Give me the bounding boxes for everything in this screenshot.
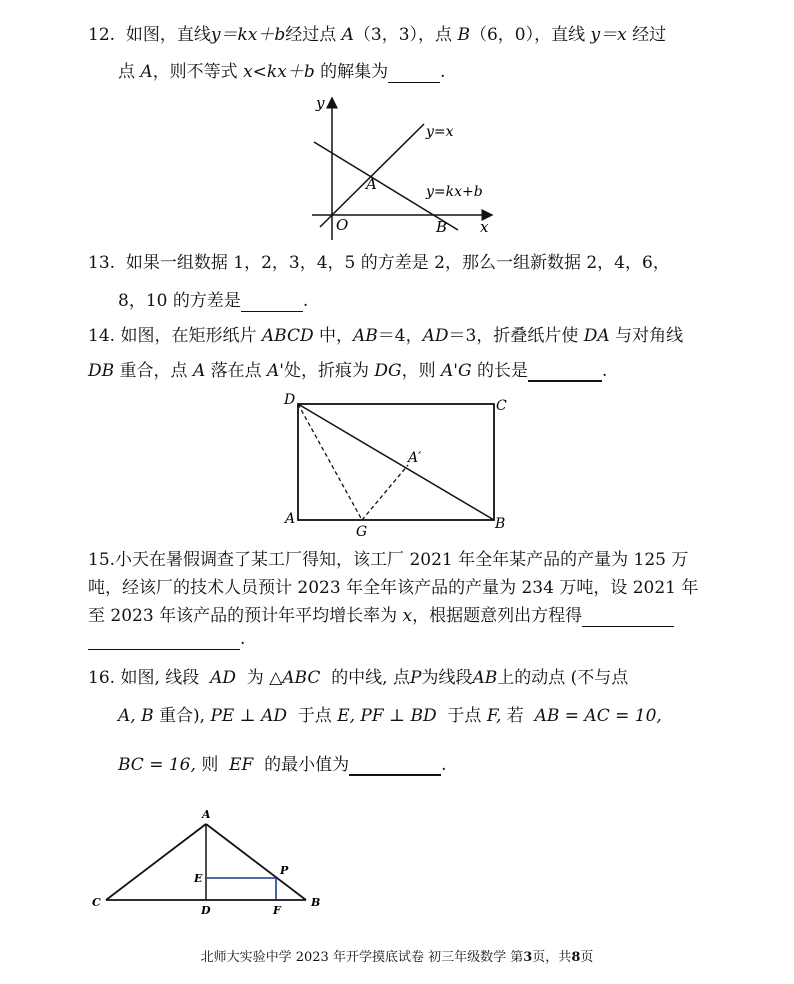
q15-line3: 至 2023 年该产品的预计年平均增长率为 x，根据题意列出方程得 [88, 605, 674, 627]
q12-answer-blank[interactable] [388, 64, 440, 83]
q12-label-O: O [336, 216, 349, 234]
q16-line3: BC = 16, 则 EF 的最小值为 . [118, 755, 447, 775]
q16-label-A: A [202, 808, 211, 821]
q13-line1: 13. 如果一组数据 1，2，3，4，5 的方差是 2，那么一组新数据 2，4，6， [88, 253, 670, 273]
q12-label-B: B [436, 218, 448, 236]
q12-label-A: A [366, 175, 377, 193]
q16-figure [88, 804, 328, 916]
q13-answer-blank[interactable] [241, 293, 303, 312]
q16-line1: 16. 如图, 线段 AD 为 △ABC 的中线, 点P为线段AB上的动点 (不与点 [88, 668, 629, 688]
q16-label-D: D [201, 904, 211, 916]
q12-label-ykxb: y=kx+b [426, 184, 483, 200]
q14-label-Ap: A′ [408, 450, 422, 466]
q14-label-G: G [356, 524, 368, 540]
q16-line2: A, B 重合), PE ⊥ AD 于点 E, PF ⊥ BD 于点 F, 若 AB = AC = 10, [118, 706, 662, 726]
q14-label-D: D [284, 392, 296, 408]
q12-label-yx: y=x [426, 124, 454, 140]
q14-line1: 14. 如图，在矩形纸片 ABCD 中，AB＝4，AD＝3，折叠纸片使 DA 与对角线 [88, 326, 684, 346]
q12-label-x: x [480, 218, 489, 236]
q14-crease-DG [298, 404, 362, 520]
q14-line2: DB 重合，点 A 落在点 A'处，折痕为 DG，则 A'G 的长是 . [88, 361, 608, 381]
q16-answer-blank[interactable] [349, 756, 441, 776]
q13-line2: 8，10 的方差是 . [118, 291, 309, 311]
q14-figure [282, 390, 512, 540]
q14-answer-blank[interactable] [528, 362, 602, 382]
q14-label-A: A [285, 511, 296, 527]
q15-line1: 15.小天在暑假调查了某工厂得知，该工厂 2021 年全年某产品的产量为 125 万 [88, 550, 689, 570]
q16-label-B: B [311, 896, 321, 909]
q15-line4: . [88, 628, 245, 650]
q12-figure [296, 92, 506, 242]
q14-fold-GAp [362, 465, 408, 520]
q15-answer-blank-1[interactable] [582, 608, 674, 627]
q12-label-y: y [316, 94, 325, 112]
page-footer: 北师大实验中学 2023 年开学摸底试卷 初三年级数学 第3页，共8页 [200, 950, 594, 965]
q16-label-P: P [280, 864, 289, 877]
q16-label-E: E [194, 872, 203, 885]
q16-label-C: C [92, 896, 101, 909]
q14-label-B: B [495, 516, 506, 532]
q14-label-C: C [496, 398, 507, 414]
q12-line1: 12. 如图，直线y＝kx＋b经过点 A（3，3），点 B（6，0），直线 y＝x 经过 [88, 25, 667, 45]
q16-side-AB [206, 824, 306, 900]
q16-side-CA [106, 824, 206, 900]
q16-label-F: F [273, 904, 281, 916]
q12-line2: 点 A，则不等式 x<kx＋b 的解集为 . [118, 62, 446, 82]
q14-diagonal-DB [298, 404, 494, 520]
q15-answer-blank-2[interactable] [88, 631, 240, 650]
q15-line2: 吨，经该厂的技术人员预计 2023 年全年该产品的产量为 234 万吨，设 2021 年 [88, 578, 699, 598]
